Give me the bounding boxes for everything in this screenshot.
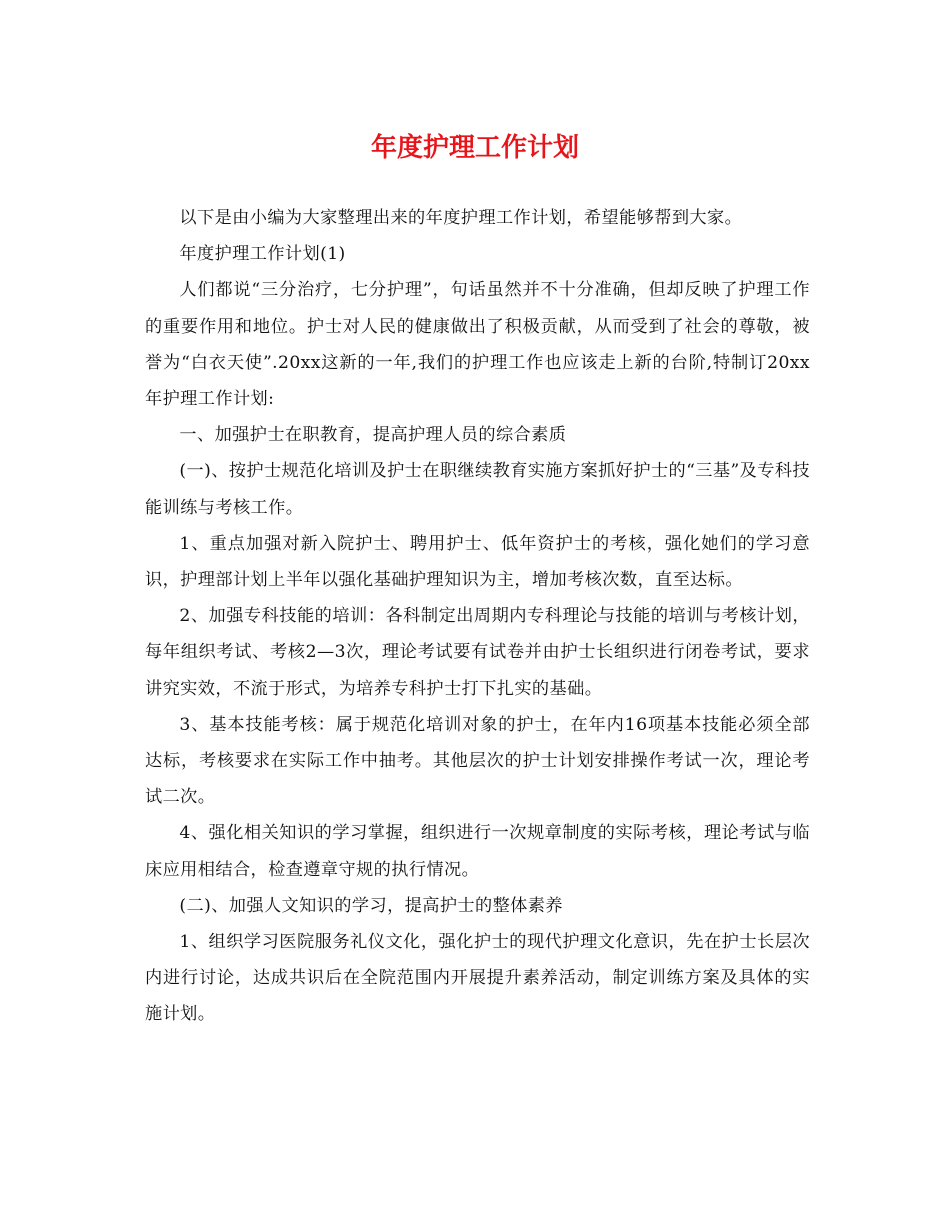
paragraph-item: 3、基本技能考核：属于规范化培训对象的护士，在年内16项基本技能必须全部达标，考核要求在实际工作中抽考。其他层次的护士计划安排操作考试一次，理论考试二次。 xyxy=(145,714,810,808)
paragraph-item: 1、重点加强对新入院护士、聘用护士、低年资护士的考核，强化她们的学习意识，护理部计划上半年以强化基础护理知识为主，增加考核次数，直至达标。 xyxy=(145,533,810,591)
paragraph-item: 4、强化相关知识的学习掌握，组织进行一次规章制度的实际考核，理论考试与临床应用相结合，检查遵章守规的执行情况。 xyxy=(145,823,810,880)
paragraph-section-title: 年度护理工作计划(1) xyxy=(179,244,346,265)
paragraph-preface: 人们都说“三分治疗，七分护理”，句话虽然并不十分准确，但却反映了护理工作的重要作用和地位。护士对人民的健康做出了积极贡献，从而受到了社会的尊敬，被誉为“白衣天使”.20xx这新的一年,我们的护理工作也应该走上新的台阶,特制订20xx年护理工作计划: xyxy=(145,280,810,410)
document-title: 年度护理工作计划 xyxy=(370,133,579,163)
paragraph-subheading-1: (一)、按护士规范化培训及护士在职继续教育实施方案抓好护士的“三基”及专科技能训练与考核工作。 xyxy=(145,461,810,518)
document-body xyxy=(145,200,810,1033)
paragraph-heading-1: 一、加强护士在职教育，提高护理人员的综合素质 xyxy=(179,425,567,446)
paragraph-item: 1、组织学习医院服务礼仪文化，强化护士的现代护理文化意识，先在护士长层次内进行讨论，达成共识后在全院范围内开展提升素养活动，制定训练方案及具体的实施计划。 xyxy=(145,932,810,1025)
paragraph-intro: 以下是由小编为大家整理出来的年度护理工作计划，希望能够帮到大家。 xyxy=(179,208,743,228)
paragraph-subheading-2: (二)、加强人文知识的学习，提高护士的整体素养 xyxy=(179,895,563,916)
paragraph-item: 2、加强专科技能的培训：各科制定出周期内专科理论与技能的培训与考核计划，每年组织考试、考核2—3次，理论考试要有试卷并由护士长组织进行闭卷考试，要求讲究实效，不流于形式，为培养专科护士打下扎实的基础。 xyxy=(145,606,810,699)
